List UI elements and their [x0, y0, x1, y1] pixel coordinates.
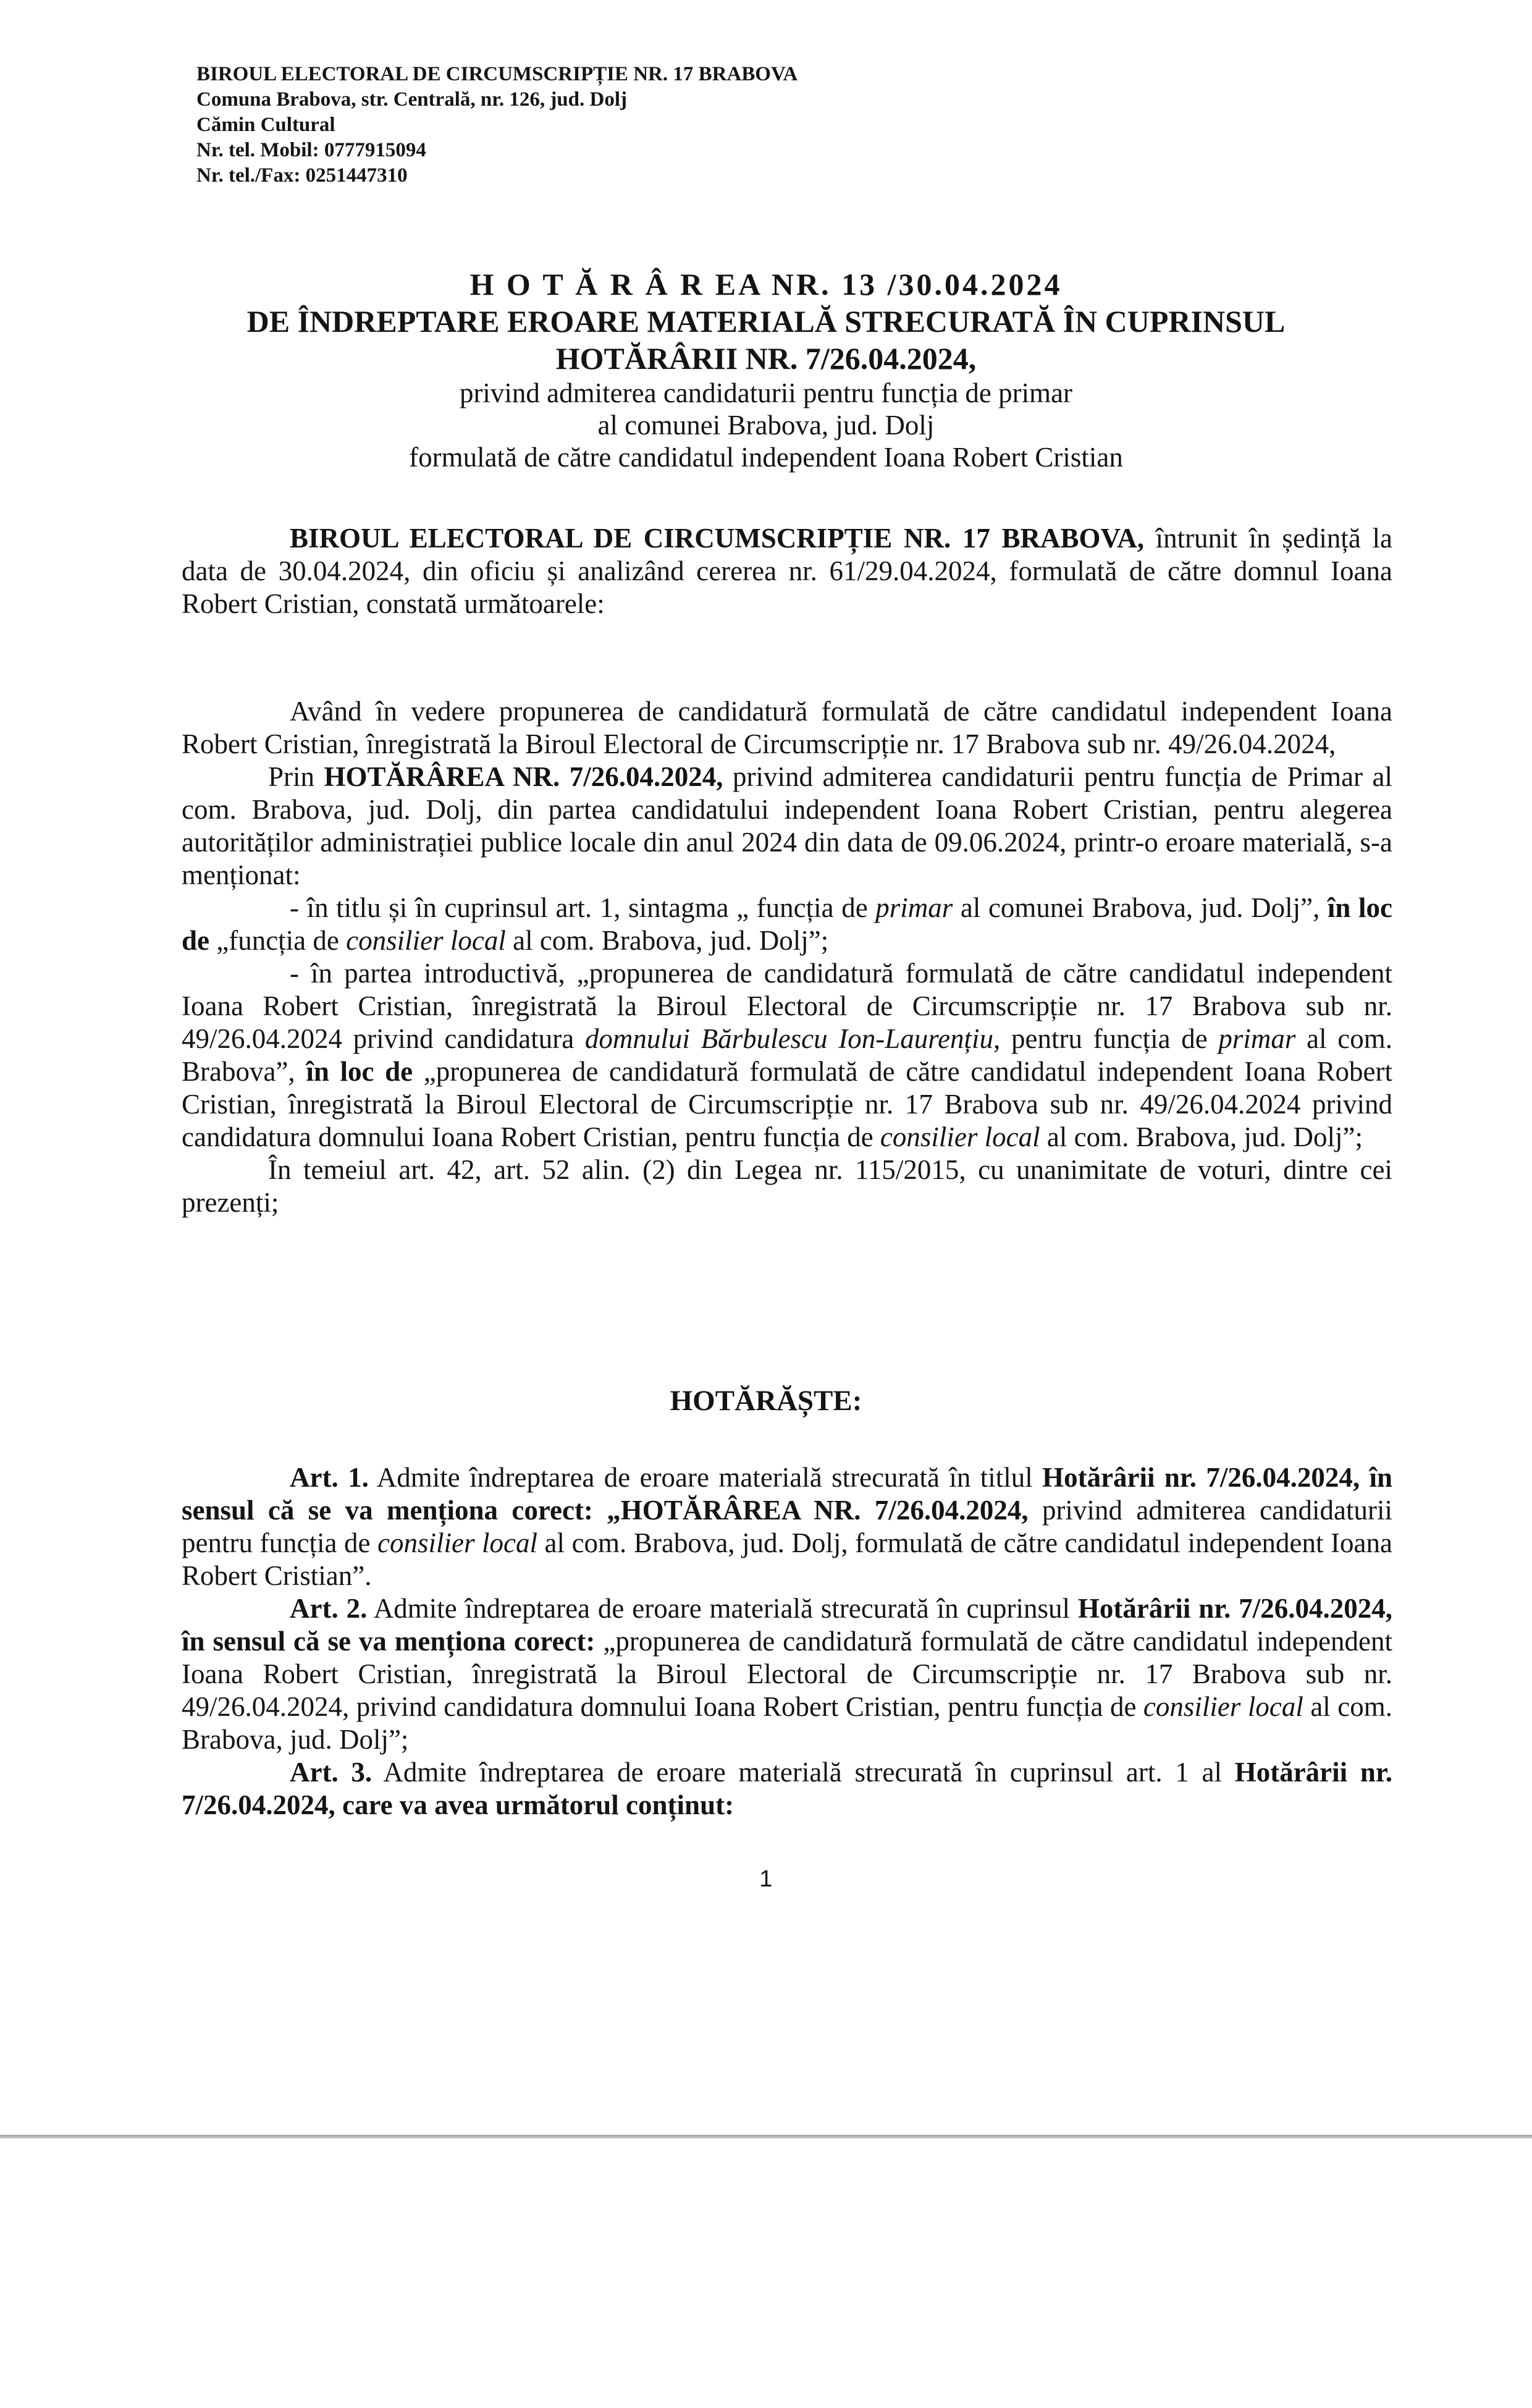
title-decision-number: H O T Ă R Â R EA NR. 13 /30.04.2024 [469, 267, 1063, 302]
letterhead [196, 62, 1061, 188]
title-about-line2: al comunei Brabova, jud. Dolj [597, 410, 935, 441]
scan-page-edge [0, 2135, 1532, 2139]
letterhead-fax: Nr. tel./Fax: 0251447310 [196, 164, 408, 187]
title-subject: DE ÎNDREPTARE EROARE MATERIALĂ STRECURATĂ ÎN CUPRINSUL [246, 304, 1286, 339]
letterhead-location: Cămin Cultural [196, 114, 335, 136]
considerations [182, 695, 1392, 1219]
intro-bold: BIROUL ELECTORAL DE CIRCUMSCRIPȚIE NR. 17 BRABOVA, [290, 523, 1144, 554]
letterhead-mobile: Nr. tel. Mobil: 0777915094 [196, 139, 426, 161]
title-reference: HOTĂRÂRII NR. 7/26.04.2024, [555, 341, 977, 376]
articles [182, 1461, 1392, 1822]
letterhead-address: Comuna Brabova, str. Centrală, nr. 126, jud. Dolj [196, 88, 628, 111]
document-title [185, 266, 1347, 473]
paragraph-proposal: Având în vedere propunerea de candidatură formulată de către candidatul independent Ioana Robert Cristian, înregistrată la Biroul Electoral de Circumscripție nr. 17 Brabova sub nr. 49/26.04.2024, [182, 696, 1392, 759]
article-2: Art. 2. Admite îndreptarea de eroare materială strecurată în cuprinsul Hotărârii nr. 7/26.04.2024, în sensul că se va menționa corect: „propunerea de candidatură formulată de către candidatul independent Ioana Robert Cristian, înregistrată la Biroul Electoral de Circumscripție nr. 17 Brabova sub nr. 49/26.04.2024, privind candidatura domnului Ioana Robert Cristian, pentru funcția de consilier local al com. Brabova, jud. Dolj”; [182, 1593, 1393, 1755]
bullet-title-error: - în titlu și în cuprinsul art. 1, sintagma „ funcția de primar al comunei Brabova, jud. Dolj”, în loc de „funcția de consilier local al com. Brabova, jud. Dolj”; [182, 892, 1392, 956]
section-title-decides: HOTĂRĂȘTE: [670, 1385, 862, 1417]
paragraph-legal-basis: În temeiul art. 42, art. 52 alin. (2) din Legea nr. 115/2015, cu unanimitate de voturi, dintre cei prezenți; [182, 1154, 1392, 1218]
intro-rest: întrunit în ședință la data de 30.04.2024, din oficiu și analizând cererea nr. 61/29.04.2024, formulată de către domnul Ioana Robert Cristian, constată următoarele: [182, 523, 1392, 619]
article-3: Art. 3. Admite îndreptarea de eroare materială strecurată în cuprinsul art. 1 al Hotărârii nr. 7/26.04.2024, care va avea următorul conținut: [182, 1757, 1392, 1820]
title-about-line3: formulată de către candidatul independent Ioana Robert Cristian [409, 442, 1123, 473]
title-about-line1: privind admiterea candidaturii pentru funcția de primar [459, 378, 1073, 408]
intro-paragraph [182, 522, 1392, 620]
page-number: 1 [759, 1866, 773, 1892]
bullet-introduction-error: - în partea introductivă, „propunerea de candidatură formulată de către candidatul independent Ioana Robert Cristian, înregistrată la Biroul Electoral de Circumscripție nr. 17 Brabova sub nr. 49/26.04.2024 privind candidatura domnului Bărbulescu Ion-Laurențiu, pentru funcția de primar al com. Brabova”, în loc de „propunerea de candidatură formulată de către candidatul independent Ioana Robert Cristian, înregistrată la Biroul Electoral de Circumscripție nr. 17 Brabova sub nr. 49/26.04.2024 privind candidatura domnului Ioana Robert Cristian, pentru funcția de consilier local al com. Brabova, jud. Dolj”; [182, 958, 1392, 1152]
letterhead-institution: BIROUL ELECTORAL DE CIRCUMSCRIPȚIE NR. 17 BRABOVA [196, 63, 798, 85]
article-1: Art. 1. Admite îndreptarea de eroare materială strecurată în titlul Hotărârii nr. 7/26.04.2024, în sensul că se va menționa corect: „HOTĂRÂREA NR. 7/26.04.2024, privind admiterea candidaturii pentru funcția de consilier local al com. Brabova, jud. Dolj, formulată de către candidatul independent Ioana Robert Cristian”. [182, 1462, 1392, 1591]
paragraph-decision-reference: Prin HOTĂRÂREA NR. 7/26.04.2024, privind admiterea candidaturii pentru funcția de Primar al com. Brabova, jud. Dolj, din partea candidatului independent Ioana Robert Cristian, pentru alegerea autorităților administrației publice locale din anul 2024 din data de 09.06.2024, printr-o eroare materială, s-a menționat: [182, 761, 1392, 890]
